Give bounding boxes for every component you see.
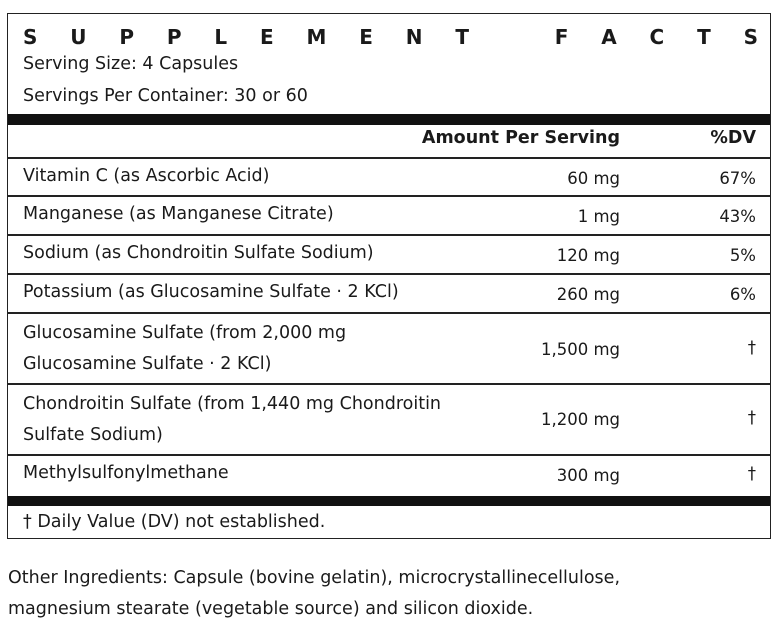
table-row bbox=[8, 159, 770, 195]
nutrient-name: Sodium (as Chondroitin Sulfate Sodium) bbox=[23, 243, 374, 263]
title-letter: U bbox=[70, 25, 87, 49]
nutrient-amount: 1 mg bbox=[577, 207, 620, 226]
title-letter: P bbox=[119, 25, 135, 49]
panel-title bbox=[23, 22, 758, 52]
table-row bbox=[8, 385, 770, 454]
title-letter: M bbox=[306, 25, 327, 49]
servings-per-container: Servings Per Container: 30 or 60 bbox=[23, 86, 308, 106]
nutrient-name: Chondroitin Sulfate (from 1,440 mg Chondroitin bbox=[23, 394, 442, 414]
nutrient-name: Glucosamine Sulfate (from 2,000 mg bbox=[23, 323, 347, 343]
title-letter: A bbox=[601, 25, 617, 49]
thick-divider bbox=[8, 496, 770, 506]
nutrient-name: Manganese (as Manganese Citrate) bbox=[23, 204, 334, 224]
nutrient-dv: † bbox=[747, 464, 756, 483]
title-letter: S bbox=[23, 25, 38, 49]
nutrient-amount: 300 mg bbox=[556, 466, 620, 485]
title-letter: C bbox=[649, 25, 665, 49]
other-ingredients bbox=[8, 563, 768, 625]
table-row bbox=[8, 456, 770, 496]
nutrient-name: Potassium (as Glucosamine Sulfate · 2 KCl) bbox=[23, 282, 399, 302]
nutrient-dv: † bbox=[747, 338, 756, 357]
nutrient-name-continued: Glucosamine Sulfate · 2 KCl) bbox=[23, 354, 272, 374]
title-letter: L bbox=[214, 25, 228, 49]
nutrient-dv: 5% bbox=[729, 246, 756, 265]
nutrient-name: Methylsulfonylmethane bbox=[23, 463, 229, 483]
other-ingredients-line: magnesium stearate (vegetable source) and silicon dioxide. bbox=[8, 599, 534, 619]
serving-size: Serving Size: 4 Capsules bbox=[23, 54, 239, 74]
supplement-facts-panel bbox=[7, 13, 771, 539]
title-letter: T bbox=[697, 25, 711, 49]
header-amount-per-serving: Amount Per Serving bbox=[421, 128, 620, 148]
other-ingredients-line: Other Ingredients: Capsule (bovine gelatin), microcrystallinecellulose, bbox=[8, 568, 621, 588]
table-row bbox=[8, 275, 770, 312]
thick-divider bbox=[8, 114, 770, 125]
nutrient-dv: 43% bbox=[719, 207, 756, 226]
nutrient-name: Vitamin C (as Ascorbic Acid) bbox=[23, 166, 270, 186]
title-letter: E bbox=[359, 25, 373, 49]
title-letter: N bbox=[405, 25, 423, 49]
nutrient-amount: 1,500 mg bbox=[540, 340, 620, 359]
table-row bbox=[8, 197, 770, 234]
nutrient-dv: 6% bbox=[729, 285, 756, 304]
table-row bbox=[8, 236, 770, 273]
nutrient-amount: 60 mg bbox=[567, 169, 620, 188]
table-row bbox=[8, 314, 770, 383]
title-letter: F bbox=[554, 25, 569, 49]
title-letter: S bbox=[743, 25, 758, 49]
nutrient-amount: 120 mg bbox=[556, 246, 620, 265]
nutrient-amount: 260 mg bbox=[556, 285, 620, 304]
title-letter: P bbox=[166, 25, 182, 49]
header-daily-value: %DV bbox=[710, 128, 756, 148]
nutrient-dv: † bbox=[747, 408, 756, 427]
title-letter: E bbox=[259, 25, 274, 49]
nutrient-amount: 1,200 mg bbox=[540, 410, 620, 429]
nutrient-name-continued: Sulfate Sodium) bbox=[23, 425, 163, 445]
footnote: † Daily Value (DV) not established. bbox=[23, 512, 326, 532]
title-letter: T bbox=[455, 25, 469, 49]
nutrient-dv: 67% bbox=[719, 169, 756, 188]
